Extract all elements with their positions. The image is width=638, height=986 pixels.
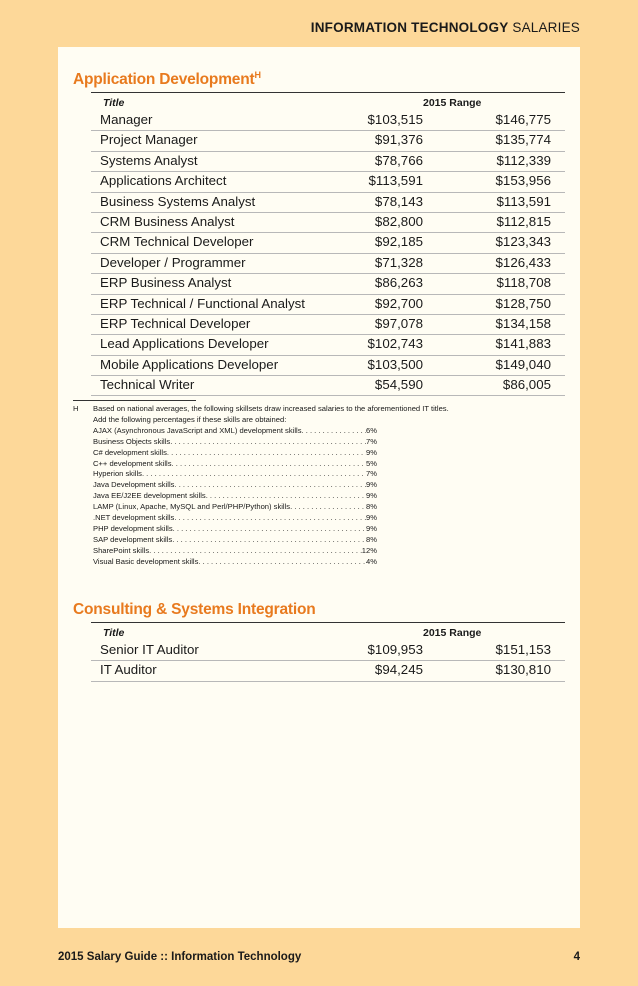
job-title: IT Auditor [100,662,157,678]
dot-leader [290,502,366,513]
table-row [91,233,565,253]
footnote-body [93,404,533,568]
skill-name: Visual Basic development skills [93,556,199,566]
skill-percentage: 9% [366,480,377,490]
table-row [91,376,565,396]
salary-high: $112,815 [496,213,551,229]
job-title: ERP Business Analyst [100,275,232,291]
salary-high: $149,040 [495,356,551,372]
table-row [91,193,565,213]
table-row [91,356,565,376]
salary-high: $118,708 [496,275,551,291]
skill-item [93,546,377,557]
job-title: Manager [100,112,153,127]
job-title: Technical Writer [100,377,195,393]
job-title: Mobile Applications Developer [100,356,279,372]
job-title: CRM Technical Developer [100,234,254,250]
salary-high: $86,005 [502,377,551,393]
salary-low: $113,591 [368,173,423,189]
footnote-line-1: Based on national averages, the following skillsets draw increased salaries to the aforementioned IT titles. [93,404,449,413]
skill-name: Java EE/J2EE development skills [93,491,206,501]
table-row [91,274,565,294]
salary-low: $78,766 [374,152,423,168]
section-title-text: Application Development [73,71,255,88]
skill-percentage: 6% [366,425,377,435]
dot-leader [170,437,366,448]
skills-list [93,426,533,568]
footnote-line-2: Add the following percentages if these skills are obtained: [93,414,287,424]
section-title-app-dev [73,71,261,89]
table-row [91,131,565,151]
skill-name: .NET development skills [93,513,175,523]
skill-item [93,426,377,437]
job-title: Systems Analyst [100,152,198,168]
salary-low: $102,743 [367,336,423,352]
dot-leader [172,535,366,546]
salary-high: $126,433 [495,254,551,270]
salary-low: $94,245 [374,662,423,678]
salary-high: $146,775 [495,112,551,127]
job-title: Business Systems Analyst [100,193,256,209]
skill-percentage: 9% [366,523,377,533]
job-title: CRM Business Analyst [100,213,235,229]
salary-high: $151,153 [495,642,551,657]
salary-high: $113,591 [496,193,551,209]
skill-name: Hyperion skills [93,469,142,479]
page-header [311,20,580,35]
salary-low: $103,515 [367,112,423,127]
salary-low: $97,078 [374,315,423,331]
salary-high: $123,343 [495,234,551,250]
footnote-rule [73,400,196,401]
skill-name: Business Objects skills [93,436,171,446]
skill-name: LAMP (Linux, Apache, MySQL and Perl/PHP/Python) skills [93,502,291,512]
salary-low: $78,143 [374,193,423,209]
dot-leader [174,513,366,524]
skill-percentage: 4% [366,556,377,566]
job-title: Developer / Programmer [100,254,246,270]
skill-percentage: 9% [366,513,377,523]
salary-low: $82,800 [374,213,423,229]
column-header-range: 2015 Range [423,97,482,109]
skill-name: SharePoint skills [93,545,150,555]
salary-high: $130,810 [495,662,551,678]
content-panel [58,47,580,928]
header-rule [91,92,565,93]
salary-high: $141,883 [495,336,551,352]
salary-high: $112,339 [496,152,551,168]
header-bold: INFORMATION TECHNOLOGY [310,20,509,35]
header-light: SALARIES [512,20,580,35]
skill-item [93,502,377,513]
dot-leader [142,469,366,480]
salary-low: $109,953 [367,642,423,657]
salary-low: $92,700 [374,295,423,311]
consulting-table [91,641,565,682]
skill-item [93,524,377,535]
skill-name: C++ development skills [93,458,172,468]
table-row [91,111,565,131]
column-header-range: 2015 Range [423,627,482,639]
salary-low: $103,500 [367,356,423,372]
salary-high: $135,774 [495,132,551,148]
table-row [91,641,565,661]
skill-item [93,459,377,470]
job-title: Lead Applications Developer [100,336,269,352]
salary-high: $134,158 [495,315,551,331]
dot-leader [167,448,366,459]
page-number: 4 [573,951,580,963]
dot-leader [174,480,366,491]
footer-title: 2015 Salary Guide :: Information Technology [58,951,302,963]
skill-item [93,491,377,502]
footnote-marker: H [254,70,261,80]
skill-item [93,535,377,546]
skill-name: AJAX (Asynchronous JavaScript and XML) development skills [93,425,302,435]
job-title: Project Manager [100,132,198,148]
table-row [91,315,565,335]
table-row [91,172,565,192]
table-row [91,213,565,233]
table-row [91,254,565,274]
table-row [91,335,565,355]
skill-name: Java Development skills [93,480,175,490]
skill-item [93,469,377,480]
skill-name: C# development skills [93,447,167,457]
skill-percentage: 7% [366,469,377,479]
skill-item [93,437,377,448]
dot-leader [206,491,366,502]
salary-low: $71,328 [374,254,423,270]
skill-name: PHP development skills [93,523,173,533]
dot-leader [149,546,362,557]
skill-name: SAP development skills [93,534,173,544]
skill-percentage: 8% [366,502,377,512]
skill-percentage: 9% [366,491,377,501]
job-title: ERP Technical Developer [100,315,251,331]
skill-percentage: 12% [361,545,377,555]
footnote-mark: H [73,404,79,413]
dot-leader [173,524,366,535]
table-row [91,661,565,681]
salary-high: $128,750 [495,295,551,311]
job-title: ERP Technical / Functional Analyst [100,295,305,311]
section-title-consulting: Consulting & Systems Integration [73,601,316,618]
skill-item [93,513,377,524]
dot-leader [198,557,366,568]
skill-percentage: 9% [366,447,377,457]
skill-item [93,557,377,568]
table-row [91,152,565,172]
column-header-title: Title [103,97,125,109]
dot-leader [302,426,367,437]
dot-leader [172,459,367,470]
salary-low: $92,185 [374,234,423,250]
skill-percentage: 8% [366,534,377,544]
job-title: Applications Architect [100,173,227,189]
column-header-title: Title [103,627,125,639]
salary-low: $86,263 [374,275,423,291]
skill-percentage: 7% [366,436,377,446]
salary-low: $54,590 [374,377,423,393]
table-row [91,295,565,315]
salary-high: $153,956 [495,173,551,189]
header-rule [91,622,565,623]
salary-low: $91,376 [374,132,423,148]
app-dev-table [91,111,565,396]
job-title: Senior IT Auditor [100,642,199,657]
skill-item [93,480,377,491]
skill-percentage: 5% [366,458,377,468]
skill-item [93,448,377,459]
